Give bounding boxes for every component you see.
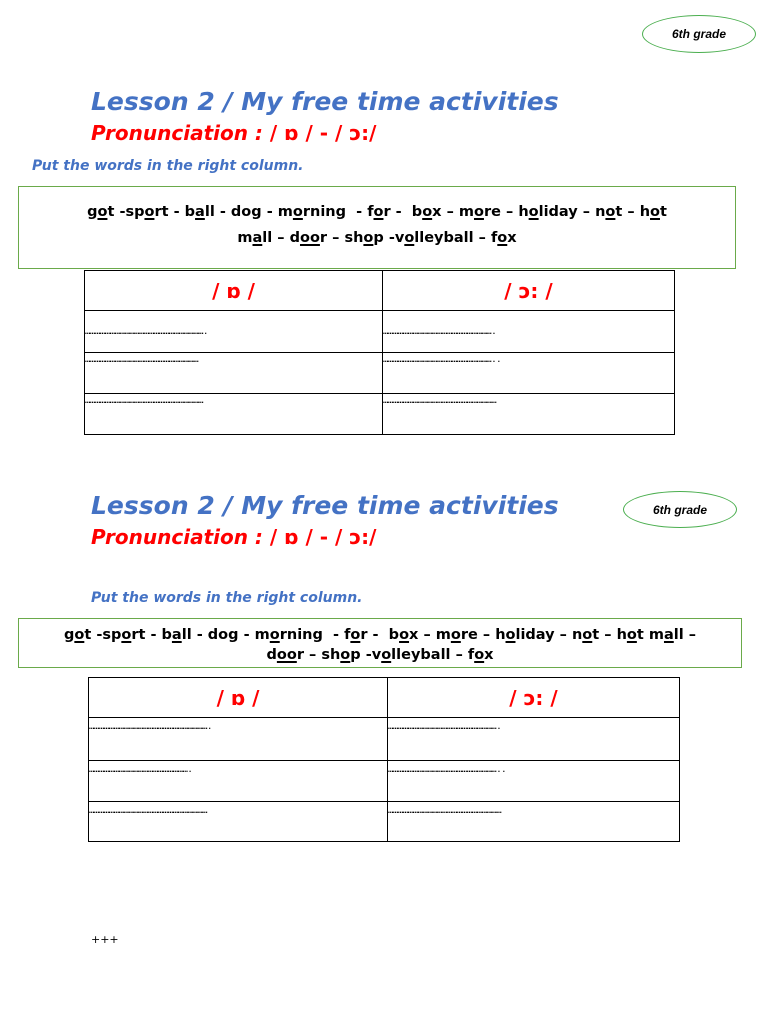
word: mall xyxy=(648,627,684,643)
answer-blank[interactable]: …………………………………………………………… xyxy=(388,802,680,842)
instruction-text: Put the words in the right column. xyxy=(32,158,304,174)
word: -sport xyxy=(119,204,169,220)
pronunciation-symbols: / ɒ / - / ɔ:/ xyxy=(269,121,377,145)
pronunciation-label: Pronunciation : xyxy=(91,121,270,145)
word: more xyxy=(458,204,501,220)
word-bank-line-2: mall – door – shop -volleyball – fox xyxy=(237,230,517,246)
word: got xyxy=(87,204,115,220)
word: mall xyxy=(237,230,273,246)
word-bank-line-1: got -sport - ball - dog - morning - for - box – more – holiday – not – hot xyxy=(87,204,667,220)
column-header-short-o: / ɒ / xyxy=(85,271,383,311)
word: morning xyxy=(254,627,323,643)
word: door xyxy=(266,647,304,663)
answer-blank[interactable]: ………………………………………………………….. xyxy=(383,353,675,394)
word: ball xyxy=(161,627,192,643)
lesson-title: Lesson 2 / My free time activities xyxy=(91,491,559,520)
word-bank-box xyxy=(18,618,742,668)
word: shop xyxy=(321,647,361,663)
answer-blank[interactable]: …………………………………………………………… xyxy=(85,353,383,394)
pronunciation-label: Pronunciation : xyxy=(91,525,270,549)
word: -volleyball xyxy=(365,647,451,663)
answer-table xyxy=(88,677,680,842)
word: ball xyxy=(184,204,215,220)
word: hot xyxy=(616,627,644,643)
word: fox xyxy=(467,647,494,663)
word: not xyxy=(571,627,600,643)
answer-blank[interactable]: …………………………………………………………. xyxy=(388,718,680,761)
pronunciation-symbols: / ɒ / - / ɔ:/ xyxy=(269,525,377,549)
word: -volleyball xyxy=(388,230,474,246)
word: dog xyxy=(207,627,239,643)
word: for xyxy=(367,204,391,220)
column-header-short-o: / ɒ / xyxy=(89,678,388,718)
grade-badge: 6th grade xyxy=(623,491,737,528)
word: morning xyxy=(277,204,347,220)
word: got xyxy=(63,627,92,643)
word: fox xyxy=(490,230,517,246)
answer-blank[interactable]: ………………………………………………………………. xyxy=(85,311,383,353)
answer-blank[interactable]: ………………………………………………………….. xyxy=(388,761,680,802)
word: dog xyxy=(230,204,262,220)
word-bank-box xyxy=(18,186,736,269)
word: door xyxy=(289,230,328,246)
word: holiday xyxy=(495,627,555,643)
answer-blank[interactable]: ……………………………………………………………… xyxy=(89,802,388,842)
answer-blank[interactable]: ………………………………………………………………. xyxy=(89,718,388,761)
word-bank-line-2: door – shop -volleyball – fox xyxy=(266,647,494,663)
word: shop xyxy=(344,230,384,246)
answer-blank[interactable]: ……………………………………………………. xyxy=(89,761,388,802)
column-header-long-o: / ɔ: / xyxy=(383,271,675,311)
grade-badge: 6th grade xyxy=(642,15,756,53)
word: -sport xyxy=(96,627,146,643)
word-bank-line-1: got -sport - ball - dog - morning - for - box – more – holiday – not – hot mall – xyxy=(63,627,697,643)
instruction-text: Put the words in the right column. xyxy=(91,590,363,606)
word: holiday xyxy=(518,204,578,220)
word: hot xyxy=(639,204,667,220)
lesson-title: Lesson 2 / My free time activities xyxy=(91,87,559,116)
word: more xyxy=(435,627,478,643)
answer-blank[interactable]: …………………………………………………………… xyxy=(383,394,675,435)
pronunciation-heading xyxy=(91,527,376,547)
word: box xyxy=(388,627,419,643)
answer-blank[interactable]: ……………………………………………………………… xyxy=(85,394,383,435)
column-header-long-o: / ɔ: / xyxy=(388,678,680,718)
word: box xyxy=(411,204,442,220)
answer-table xyxy=(84,270,675,435)
word: not xyxy=(595,204,623,220)
word: for xyxy=(344,627,368,643)
pronunciation-heading xyxy=(91,123,376,143)
footer-mark: +++ xyxy=(91,933,119,946)
answer-blank[interactable]: …………………………………………………………. xyxy=(383,311,675,353)
